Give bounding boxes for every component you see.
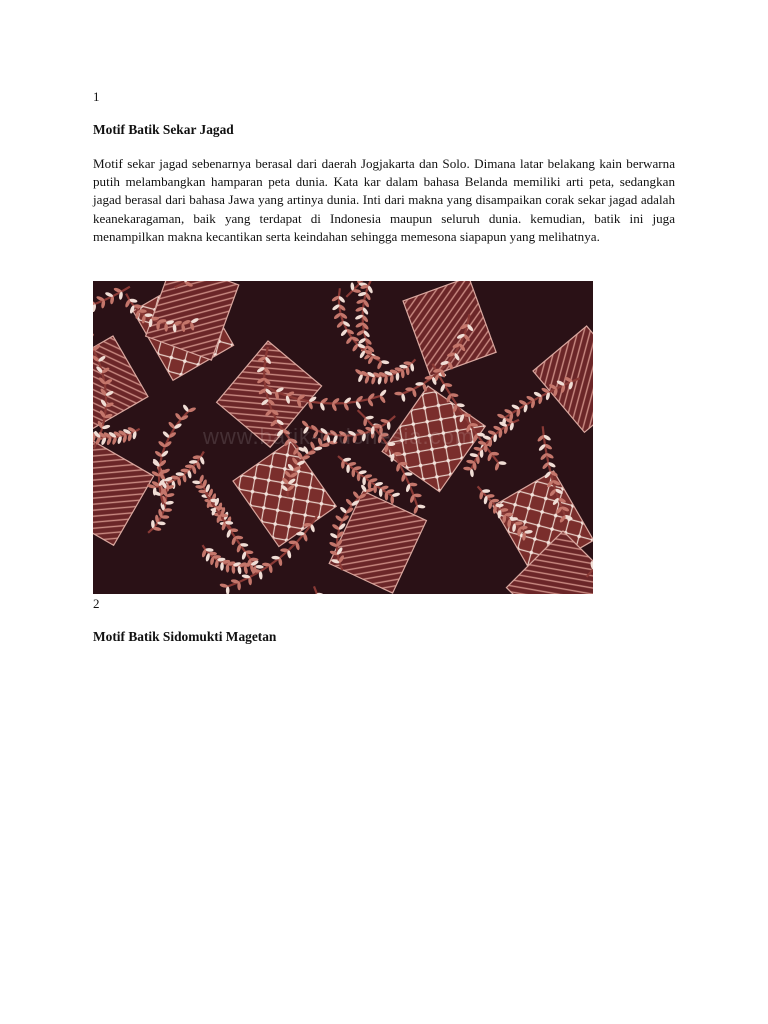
section-number: 2 (93, 596, 100, 611)
section-paragraph: Motif sekar jagad sebenarnya berasal dari daerah Jogjakarta dan Solo. Dimana latar belakang kain berwarna putih melambangkan hamparan peta dunia. Kata kar dalam bahasa Belanda memiliki arti peta, sedangkan jagad berasal dari bahasa Jawa yang artinya dunia. Inti dari makna yang disampaikan corak sekar jagad adalah keanekaragaman, baik yang terdapat di Indonesia maupun seluruh dunia. kemudian, batik ini juga menampilkan makna kecantikan serta keindahan sehingga memesona siapapun yang melihatnya. (93, 156, 675, 244)
batik-fabric-image (93, 281, 593, 594)
section-heading: Motif Batik Sekar Jagad (93, 122, 234, 137)
section-number: 1 (93, 89, 100, 104)
section-heading: Motif Batik Sidomukti Magetan (93, 629, 277, 644)
image-watermark: www.batik-indonesia.com (203, 424, 475, 449)
